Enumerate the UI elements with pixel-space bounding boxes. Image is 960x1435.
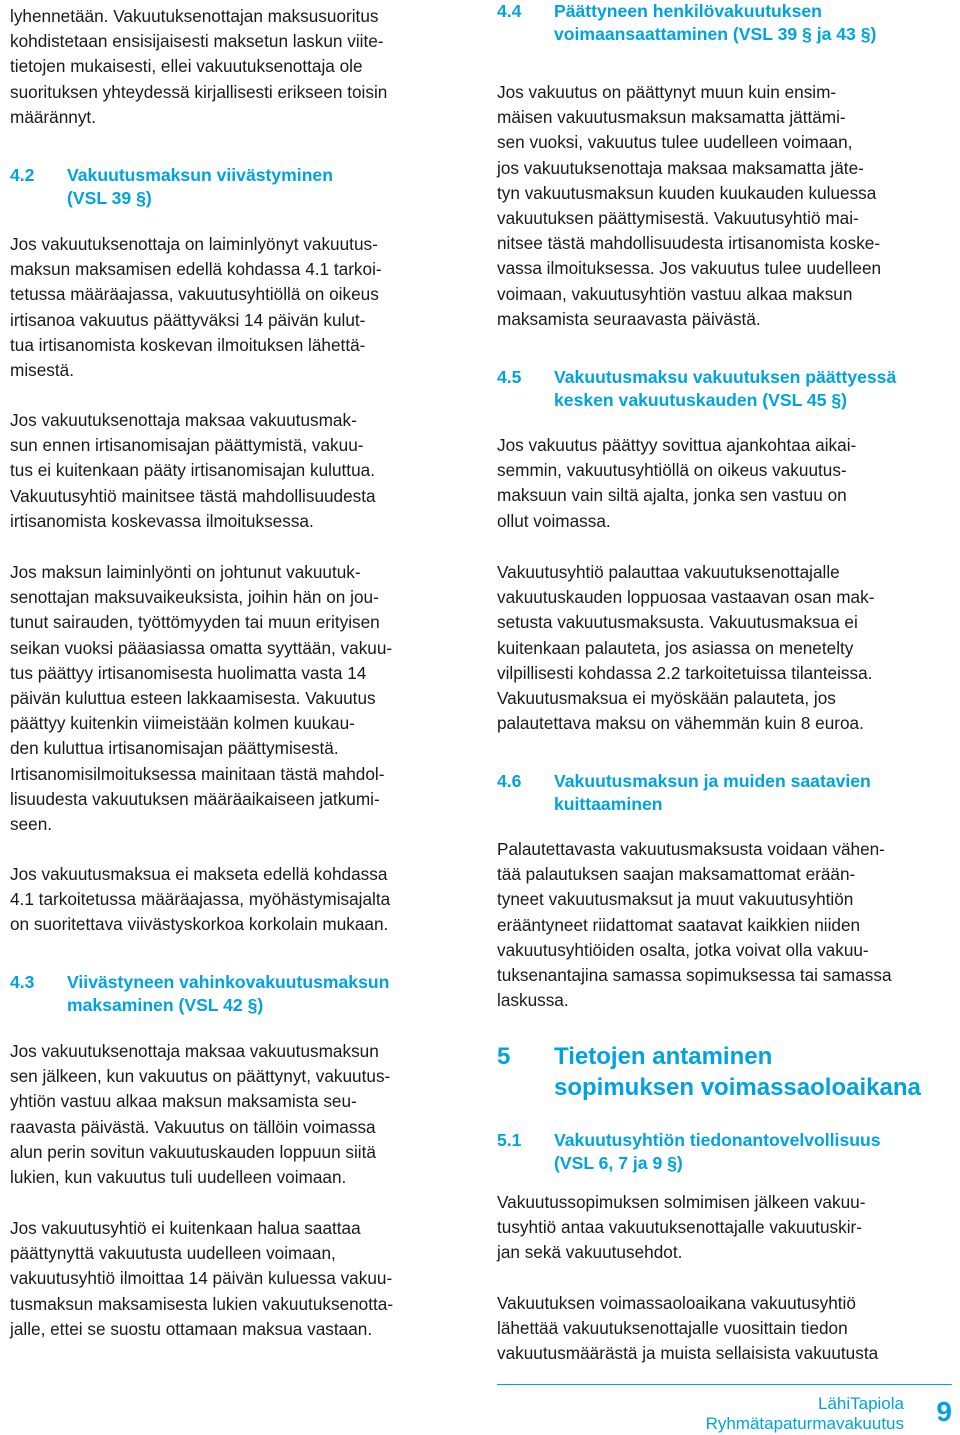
section-4-5-paragraph-2: Vakuutusyhtiö palauttaa vakuutuksenottajalle vakuutuskauden loppuosaa vastaavan osan mak- setusta vakuutusmaksusta. Vakuutusmaksua ei kuitenkaan palauteta, jos asiassa on menetelty vilpillisesti kohdassa 2.2 tarkoitetuissa tilanteissa. Vakuutusmaksua ei myöskään palauteta, jos palautettava maksu on vähemmän kuin 8 euroa. <box>497 562 875 734</box>
section-4-3-paragraph-2: Jos vakuutusyhtiö ei kuitenkaan halua saattaa päättynyttä vakuutusta uudelleen voimaan, vakuutusyhtiö ilmoittaa 14 päivän kuluessa vakuu- tusmaksun maksamisesta lukien vakuutuksenotta- jalle, ettei se suostu ottamaan maksua vastaan. <box>10 1218 394 1339</box>
section-4-2-paragraph-2: Jos vakuutuksenottaja maksaa vakuutusmak- sun ennen irtisanomisajan päättymistä, vakuu- tus ei kuitenkaan pääty irtisanomisajan kuluttua. Vakuutusyhtiö mainitsee tästä mahdollisuudesta irtisanomista koskevassa ilmoituksessa. <box>10 410 376 531</box>
section-5-1-paragraph-1: Vakuutussopimuksen solmimisen jälkeen vakuu- tusyhtiö antaa vakuutuksenottajalle vakuutuskir- jan sekä vakuutusehdot. <box>497 1192 866 1263</box>
section-4-4-paragraph-1: Jos vakuutus on päättynyt muun kuin ensim- mäisen vakuutusmaksun maksamatta jättämi- sen vuoksi, vakuutus tulee uudelleen voimaan, jos vakuutuksenottaja maksaa maksamatta jäte- tyn vakuutusmaksun kuuden kuukauden kuluessa vakuutuksen päättymisestä. Vakuutusyhtiö mai- nitsee tästä mahdollisuudesta irtisanomista koske- vassa ilmoituksessa. Jos vakuutus tulee uudelleen voimaan, vakuutusyhtiön vastuu alkaa maksun maksamista seuraavasta päivästä. <box>497 82 882 329</box>
chapter-5-heading <box>497 1042 952 1103</box>
section-4-5-heading <box>497 366 952 412</box>
section-title: Vakuutusmaksun ja muiden saatavien kuittaaminen <box>554 771 871 814</box>
section-4-5-paragraph-1: Jos vakuutus päättyy sovittua ajankohtaa aikai- semmin, vakuutusyhtiöllä on oikeus vakuutus- maksuun vain siltä ajalta, jonka sen vastuu on ollut voimassa. <box>497 435 857 531</box>
section-4-2-heading <box>10 164 472 210</box>
product-name: Ryhmätapaturmavakuutus <box>705 1414 904 1433</box>
section-number: 4.5 <box>497 367 522 387</box>
section-4-3-heading <box>10 971 472 1017</box>
section-title: Vakuutusmaksu vakuutuksen päättyessä kesken vakuutuskauden (VSL 45 §) <box>554 367 897 410</box>
section-number: 4.3 <box>10 972 35 992</box>
section-4-2-paragraph-4: Jos vakuutusmaksua ei makseta edellä kohdassa 4.1 tarkoitetussa määräajassa, myöhästymisajalta on suoritettava viivästyskorkoa korkolain mukaan. <box>10 864 391 935</box>
chapter-title: Tietojen antaminen sopimuksen voimassaoloaikana <box>554 1043 921 1101</box>
section-4-2-paragraph-3: Jos maksun laiminlyönti on johtunut vakuutuk- senottajan maksuvaikeuksista, joihin hän on jou- tunut sairauden, työttömyyden tai muun erityisen seikan vuoksi pääasiassa omatta syyttään, vakuu- tus päättyy irtisanomisesta huolimatta vasta 14 päivän kuluttua esteen lakkaamisesta. Vakuutus päättyy kuitenkin viimeistään kolmen kuukau- den kuluttua irtisanomisajan päättymisestä. Irtisanomisilmoituksessa mainitaan tästä mahdol- lisuudesta vakuutuksen määräaikaiseen jatkumi- seen. <box>10 562 393 835</box>
chapter-number: 5 <box>497 1043 511 1070</box>
section-4-4-heading <box>497 0 952 46</box>
section-number: 5.1 <box>497 1130 522 1150</box>
section-4-2-paragraph-1: Jos vakuutuksenottaja on laiminlyönyt vakuutus- maksun maksamisen edellä kohdassa 4.1 tarkoi- tetussa määräajassa, vakuutusyhtiöllä on oikeus irtisanoa vakuutus päättyväksi 14 päivän kulut- tua irtisanomista koskevan ilmoituksen lähettä- misestä. <box>10 234 382 381</box>
brand-name: LähiTapiola <box>817 1394 904 1413</box>
section-title: Päättyneen henkilövakuutuksen voimaansaattaminen (VSL 39 § ja 43 §) <box>554 1 877 44</box>
section-number: 4.6 <box>497 771 522 791</box>
intro-paragraph: lyhennetään. Vakuutuksenottajan maksusuoritus kohdistetaan ensisijaisesti maksetun laskun viite- tietojen mukaisesti, ellei vakuutuksenottaja ole suorituksen yhteydessä kirjallisesti erikseen toisin määrännyt. <box>10 6 388 127</box>
section-title: Vakuutusyhtiön tiedonantovelvollisuus (VSL 6, 7 ja 9 §) <box>554 1130 881 1173</box>
section-4-3-paragraph-1: Jos vakuutuksenottaja maksaa vakuutusmaksun sen jälkeen, kun vakuutus on päättynyt, vakuutus- yhtiön vastuu alkaa maksun maksamista seu- raavasta päivästä. Vakuutus on tällöin voimassa alun perin sovitun vakuutuskauden loppuun siitä lukien, kun vakuutus tuli uudelleen voimaan. <box>10 1041 391 1188</box>
section-5-1-paragraph-2: Vakuutuksen voimassaoloaikana vakuutusyhtiö lähettää vakuutuksenottajalle vuosittain tiedon vakuutusmäärästä ja muista sellaisista vakuutusta <box>497 1293 879 1364</box>
section-title: Viivästyneen vahinkovakuutusmaksun maksaminen (VSL 42 §) <box>67 972 390 1015</box>
section-number: 4.4 <box>497 1 522 21</box>
section-title: Vakuutusmaksun viivästyminen (VSL 39 §) <box>67 165 333 208</box>
footer-divider <box>497 1384 952 1385</box>
section-5-1-heading <box>497 1129 952 1175</box>
section-number: 4.2 <box>10 165 35 185</box>
footer-brand <box>706 1394 904 1434</box>
section-4-6-paragraph-1: Palautettavasta vakuutusmaksusta voidaan vähen- tää palautuksen saajan maksamattomat erään- tyneet vakuutusmaksut ja muut vakuutusyhtiön erääntyneet riidattomat saatavat kaikkien niiden vakuutusyhtiöiden osalta, jotka voivat olla vakuu- tuksenantajina samassa sopimuksessa tai samassa laskussa. <box>497 839 892 1011</box>
section-4-6-heading <box>497 770 952 816</box>
page-number: 9 <box>936 1396 952 1427</box>
